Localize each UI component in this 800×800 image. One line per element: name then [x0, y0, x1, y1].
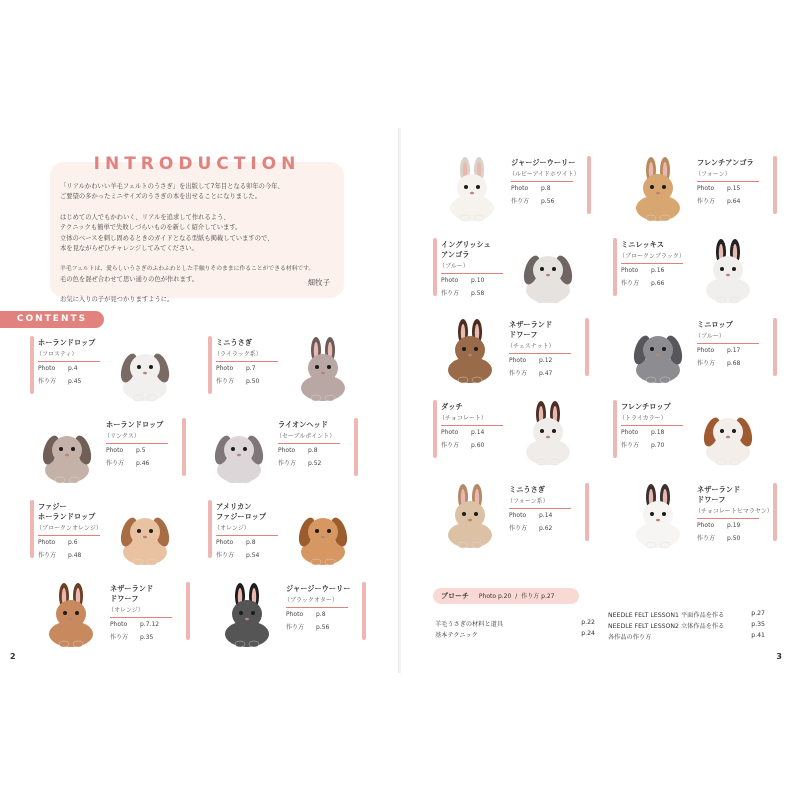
make-page: p.64 — [727, 198, 741, 205]
photo-page: p.8 — [316, 611, 326, 618]
photo-page: p.8 — [246, 539, 256, 546]
photo-page: p.10 — [471, 277, 485, 284]
introduction-box — [50, 154, 344, 304]
contents-entry[interactable] — [216, 582, 366, 654]
photo-page-row — [216, 539, 256, 546]
brooch-label: ブローチ — [441, 592, 469, 600]
make-page-row — [697, 358, 740, 367]
make-page-row — [441, 288, 484, 297]
photo-page: p.7.12 — [140, 621, 160, 628]
breed-name-line2: ドワーフ — [697, 495, 726, 504]
contents-entry[interactable] — [627, 156, 777, 228]
rabbit-illustration — [441, 156, 503, 222]
book-spread — [0, 128, 800, 673]
rabbit-illustration — [292, 336, 354, 402]
contents-entry[interactable] — [439, 483, 589, 555]
toc-text: 基本テクニック — [435, 632, 478, 639]
toc-page: p.24 — [581, 630, 595, 637]
make-page-row — [286, 622, 329, 631]
author-signature: 畑牧子 — [307, 278, 330, 287]
make-label: 作り方 — [110, 634, 129, 641]
intro-line: 本を見ながらぜひチャレンジしてみてください。 — [60, 245, 198, 253]
make-page-row — [511, 196, 554, 205]
intro-line: ご要望の多かったミニサイズのうさぎの本を出せることになりました。 — [60, 193, 261, 201]
contents-entry[interactable] — [613, 400, 763, 472]
photo-page-row — [511, 185, 551, 192]
contents-tab: CONTENTS — [0, 311, 104, 328]
contents-entry[interactable] — [30, 336, 180, 408]
divider-line — [621, 263, 683, 264]
contents-entry[interactable] — [441, 156, 591, 228]
accent-bar — [773, 156, 777, 214]
breed-name: ネザーランド — [509, 320, 553, 329]
make-label: 作り方 — [697, 360, 716, 367]
color-variety: （ルビーアイドホワイト） — [509, 171, 580, 178]
divider-line — [216, 361, 278, 362]
accent-bar — [208, 500, 212, 558]
make-page-row — [697, 533, 740, 542]
brooch-photo-page: p.20 — [497, 593, 512, 600]
color-variety: （ブルー） — [695, 333, 725, 340]
toc-text: NEEDLE FELT LESSON2 立体作品を作る — [608, 623, 725, 630]
brooch-make-label: 作り方 — [521, 593, 540, 600]
photo-label: Photo — [286, 611, 304, 618]
make-label: 作り方 — [441, 290, 460, 297]
divider-line — [38, 535, 100, 536]
photo-label: Photo — [621, 267, 639, 274]
photo-label: Photo — [511, 185, 529, 192]
contents-entry[interactable] — [627, 483, 777, 555]
photo-page: p.7 — [246, 365, 256, 372]
photo-page: p.6 — [68, 539, 78, 546]
intro-line: 羊毛フェルトは、愛らしいうさぎのふわふわとした手触りそのままに作ることができる材料です。 — [60, 266, 315, 273]
make-label: 作り方 — [106, 460, 125, 467]
make-label: 作り方 — [216, 552, 235, 559]
contents-entry[interactable] — [36, 418, 186, 490]
make-label: 作り方 — [216, 378, 235, 385]
divider-line — [697, 181, 759, 182]
toc-row — [608, 610, 765, 619]
divider-line — [509, 508, 571, 509]
accent-bar — [30, 500, 34, 558]
make-page: p.35 — [140, 634, 154, 641]
color-variety: （オレンジ） — [108, 607, 144, 614]
make-page: p.47 — [539, 370, 553, 377]
divider-line — [286, 607, 348, 608]
contents-entry[interactable] — [439, 318, 589, 390]
photo-label: Photo — [110, 621, 128, 628]
breed-name: ミニうさぎ — [509, 485, 545, 494]
accent-bar — [585, 483, 589, 541]
photo-page: p.12 — [539, 357, 553, 364]
photo-page-row — [110, 621, 159, 628]
contents-entry[interactable] — [208, 500, 358, 572]
contents-entry[interactable] — [30, 500, 180, 572]
make-page-row — [509, 523, 552, 532]
make-page: p.70 — [651, 442, 665, 449]
divider-line — [38, 361, 100, 362]
intro-line: テクニックも簡単で失敗しづらいものを新しく紹介しています。 — [60, 224, 242, 232]
make-page: p.54 — [246, 552, 260, 559]
make-page: p.48 — [68, 552, 82, 559]
accent-bar — [773, 318, 777, 376]
toc-page: p.22 — [581, 619, 595, 626]
make-page: p.46 — [136, 460, 150, 467]
color-variety: （チェスナット） — [507, 343, 555, 350]
photo-label: Photo — [106, 447, 124, 454]
accent-bar — [433, 400, 437, 458]
color-variety: （ブロークンブラック） — [619, 253, 685, 260]
make-label: 作り方 — [38, 378, 57, 385]
photo-page: p.4 — [68, 365, 78, 372]
make-label: 作り方 — [621, 280, 640, 287]
rabbit-illustration — [36, 418, 98, 484]
contents-entry[interactable] — [613, 238, 763, 310]
accent-bar — [182, 418, 186, 476]
brooch-make-page: p.27 — [541, 593, 555, 600]
photo-page-row — [697, 522, 740, 529]
photo-label: Photo — [697, 347, 715, 354]
breed-name: イングリッシュ — [441, 240, 491, 249]
make-page-row — [697, 196, 740, 205]
divider-line — [697, 343, 759, 344]
breed-name: ファジー — [38, 502, 67, 511]
photo-page: p.14 — [539, 512, 553, 519]
rabbit-illustration — [517, 238, 579, 304]
intro-line: 立体のベースを刺し固めるときのガイドとなる型紙も掲載していますので、 — [60, 234, 274, 242]
intro-line: お気に入りの子が見つかりますように。 — [60, 296, 174, 304]
divider-line — [110, 617, 172, 618]
make-label: 作り方 — [441, 442, 460, 449]
divider-line — [697, 518, 759, 519]
make-label: 作り方 — [511, 198, 530, 205]
breed-name: アメリカン — [216, 502, 252, 511]
photo-label: Photo — [509, 357, 527, 364]
intro-line: 「リアルかわいい羊毛フェルトのうさぎ」を出版して7年目となる卯年の今年、 — [60, 183, 284, 190]
toc-row — [608, 621, 765, 630]
rabbit-illustration — [40, 582, 102, 648]
intro-line: はじめての人でもかわいく、リアルを追求して作れるよう、 — [60, 213, 230, 221]
rabbit-illustration — [114, 336, 176, 402]
toc-page: p.35 — [751, 621, 765, 628]
rabbit-illustration — [216, 582, 278, 648]
photo-page: p.15 — [727, 185, 741, 192]
photo-label: Photo — [441, 429, 459, 436]
photo-label: Photo — [216, 365, 234, 372]
page-number-right: 3 — [776, 652, 782, 661]
divider-line — [278, 443, 340, 444]
contents-entry[interactable] — [208, 336, 358, 408]
photo-page: p.18 — [651, 429, 665, 436]
divider-line — [509, 353, 571, 354]
photo-page-row — [106, 447, 146, 454]
photo-page-row — [621, 429, 664, 436]
color-variety: （フロスティ） — [36, 351, 78, 358]
breed-name: フレンチロップ — [621, 402, 671, 411]
make-page: p.50 — [727, 535, 741, 542]
make-page-row — [106, 458, 149, 467]
color-variety: （ブロークンオレンジ） — [36, 525, 102, 532]
breed-name: フレンチアンゴラ — [697, 158, 754, 167]
photo-page: p.8 — [541, 185, 551, 192]
photo-page: p.8 — [308, 447, 318, 454]
divider-line — [441, 273, 503, 274]
color-variety: （ライラック系） — [214, 351, 262, 358]
photo-page-row — [697, 185, 740, 192]
introduction-text — [60, 182, 336, 306]
accent-bar — [587, 156, 591, 214]
breed-name: ダッチ — [441, 402, 463, 411]
accent-bar — [354, 418, 358, 476]
rabbit-illustration — [517, 400, 579, 466]
color-variety: （ブルー） — [439, 263, 469, 270]
make-page: p.50 — [246, 378, 260, 385]
photo-page-row — [38, 365, 78, 372]
accent-bar — [30, 336, 34, 394]
breed-name-line2: ファジーロップ — [216, 512, 267, 521]
toc-row — [435, 619, 595, 628]
toc-row — [435, 630, 595, 639]
photo-label: Photo — [38, 539, 56, 546]
rabbit-illustration — [697, 400, 759, 466]
breed-name-line2: ドワーフ — [110, 594, 139, 603]
photo-page-row — [697, 347, 740, 354]
color-variety: （セーブルポイント） — [276, 433, 336, 440]
color-variety: （フォーン系） — [507, 498, 549, 505]
divider-line — [511, 181, 573, 182]
photo-page-row — [509, 512, 552, 519]
toc-text: NEEDLE FELT LESSON1 平面作品を作る — [608, 612, 725, 619]
breed-name: ジャージーウーリー — [511, 158, 576, 167]
make-label: 作り方 — [621, 442, 640, 449]
rabbit-illustration — [292, 500, 354, 566]
make-label: 作り方 — [278, 460, 297, 467]
make-page: p.68 — [727, 360, 741, 367]
breed-name: ジャージーウーリー — [286, 584, 351, 593]
accent-bar — [208, 336, 212, 394]
accent-bar — [613, 238, 617, 296]
right-page — [401, 128, 800, 673]
contents-entry[interactable] — [433, 400, 583, 472]
make-page-row — [216, 550, 259, 559]
make-page-row — [110, 632, 153, 641]
breed-name: ネザーランド — [697, 485, 741, 494]
photo-page-row — [621, 267, 664, 274]
make-page: p.56 — [316, 624, 330, 631]
make-page: p.60 — [471, 442, 485, 449]
make-page: p.52 — [308, 460, 322, 467]
photo-page: p.5 — [136, 447, 146, 454]
photo-page-row — [509, 357, 552, 364]
accent-bar — [186, 582, 190, 640]
breed-name: ネザーランド — [110, 584, 154, 593]
color-variety: （フォーン） — [695, 171, 731, 178]
divider-line — [621, 425, 683, 426]
rabbit-illustration — [627, 318, 689, 384]
make-label: 作り方 — [697, 198, 716, 205]
breed-name-line2: ドワーフ — [509, 330, 538, 339]
make-page-row — [38, 376, 81, 385]
make-page: p.58 — [471, 290, 485, 297]
breed-name: ライオンヘッド — [278, 420, 328, 429]
photo-label: Photo — [441, 277, 459, 284]
color-variety: （オレンジ） — [214, 525, 250, 532]
photo-label: Photo — [621, 429, 639, 436]
color-variety: （チョコレート） — [439, 415, 487, 422]
accent-bar — [585, 318, 589, 376]
rabbit-illustration — [439, 483, 501, 549]
toc-page: p.27 — [751, 610, 765, 617]
left-page — [0, 128, 399, 673]
photo-page-row — [278, 447, 318, 454]
color-variety: （ブラックオター） — [284, 597, 338, 604]
accent-bar — [362, 582, 366, 640]
breed-name-line2: ホーランドロップ — [38, 512, 96, 521]
make-page: p.56 — [541, 198, 555, 205]
accent-bar — [433, 238, 437, 296]
make-page-row — [38, 550, 81, 559]
page-number-left: 2 — [10, 652, 16, 661]
make-label: 作り方 — [509, 525, 528, 532]
introduction-title: INTRODUCTION — [93, 154, 301, 174]
photo-page-row — [38, 539, 78, 546]
make-label: 作り方 — [509, 370, 528, 377]
photo-page: p.17 — [727, 347, 741, 354]
toc-text: 羊毛うさぎの材料と道具 — [435, 621, 504, 628]
color-variety: （トライカラー） — [619, 415, 667, 422]
contents-entry[interactable] — [627, 318, 777, 390]
photo-page: p.16 — [651, 267, 665, 274]
breed-name-line2: アンゴラ — [441, 250, 470, 259]
divider-line — [216, 535, 278, 536]
toc-page: p.41 — [751, 632, 765, 639]
breed-name: ミニうさぎ — [216, 338, 252, 347]
rabbit-illustration — [627, 156, 689, 222]
rabbit-illustration — [208, 418, 270, 484]
make-page-row — [216, 376, 259, 385]
contents-entry[interactable] — [433, 238, 583, 310]
rabbit-illustration — [439, 318, 501, 384]
photo-page-row — [286, 611, 326, 618]
photo-label: Photo — [278, 447, 296, 454]
make-label: 作り方 — [697, 535, 716, 542]
color-variety: （リンクス） — [104, 433, 140, 440]
rabbit-illustration — [114, 500, 176, 566]
rabbit-illustration — [697, 238, 759, 304]
divider-line — [441, 425, 503, 426]
make-page: p.45 — [68, 378, 82, 385]
breed-name: ミニレッキス — [621, 240, 664, 249]
photo-page-row — [441, 277, 484, 284]
photo-page: p.14 — [471, 429, 485, 436]
breed-name: ホーランドロップ — [38, 338, 96, 347]
photo-label: Photo — [697, 185, 715, 192]
toc-row — [608, 632, 765, 641]
photo-page-row — [441, 429, 484, 436]
make-page-row — [509, 368, 552, 377]
accent-bar — [773, 483, 777, 541]
make-label: 作り方 — [38, 552, 57, 559]
photo-label: Photo — [216, 539, 234, 546]
contents-entry[interactable] — [208, 418, 358, 490]
brooch-bar: ブローチ Photo p.20 / 作り方 p.27 — [433, 588, 579, 604]
rabbit-illustration — [627, 483, 689, 549]
brooch-photo-label: Photo — [478, 593, 497, 600]
make-page: p.66 — [651, 280, 665, 287]
accent-bar — [613, 400, 617, 458]
make-page: p.62 — [539, 525, 553, 532]
divider-line — [106, 443, 168, 444]
photo-label: Photo — [38, 365, 56, 372]
make-page-row — [278, 458, 321, 467]
intro-line: 毛の色を混ぜ合わせて思い通りの色が作れます。 — [60, 275, 199, 283]
make-page-row — [621, 278, 664, 287]
photo-label: Photo — [697, 522, 715, 529]
color-variety: （チョコレートヒマラヤン） — [695, 508, 773, 515]
make-page-row — [621, 440, 664, 449]
photo-page: p.19 — [727, 522, 741, 529]
breed-name: ホーランドロップ — [106, 420, 164, 429]
contents-entry[interactable] — [40, 582, 190, 654]
make-page-row — [441, 440, 484, 449]
photo-label: Photo — [509, 512, 527, 519]
toc-text: 各作品の作り方 — [608, 634, 652, 641]
breed-name: ミニロップ — [697, 320, 733, 329]
make-label: 作り方 — [286, 624, 305, 631]
photo-page-row — [216, 365, 256, 372]
